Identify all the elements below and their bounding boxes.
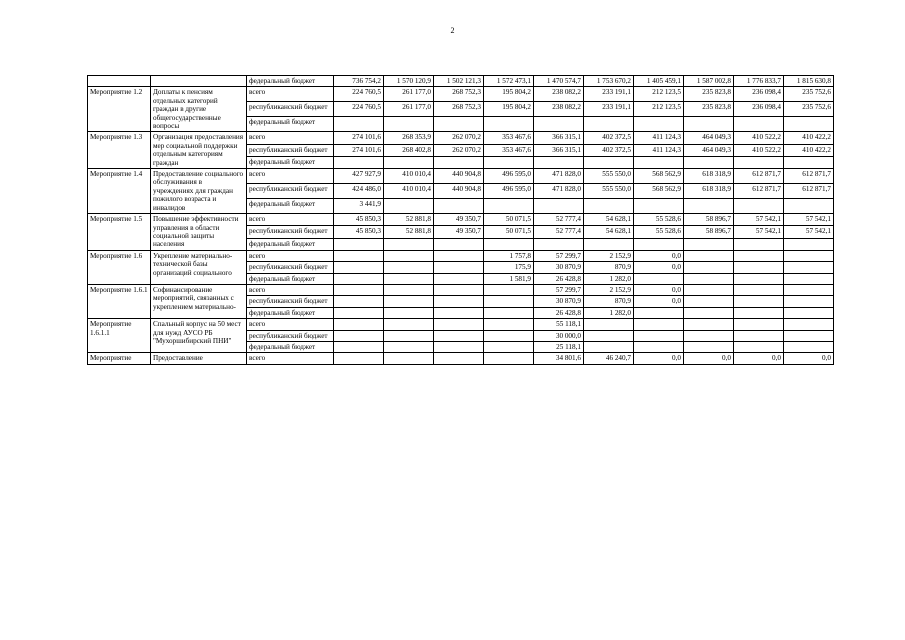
- value-cell: [784, 199, 834, 214]
- value-cell: [784, 238, 834, 250]
- value-cell: 0,0: [634, 262, 684, 273]
- value-cell: 57 542,1: [734, 226, 784, 238]
- value-cell: 1 753 670,2: [584, 76, 634, 87]
- table-row: [88, 169, 834, 184]
- value-cell: 568 562,9: [634, 169, 684, 184]
- value-cell: 268 752,3: [434, 87, 484, 102]
- value-cell: [484, 238, 534, 250]
- value-cell: [334, 296, 384, 307]
- funding-source: федеральный бюджет: [247, 341, 334, 352]
- value-cell: 235 823,8: [684, 87, 734, 102]
- value-cell: 353 467,6: [484, 132, 534, 144]
- value-cell: 52 777,4: [534, 214, 584, 226]
- measure-name: Софинансирование мероприятий, связанных с укреплением материально-: [151, 284, 247, 318]
- value-cell: 1 282,0: [584, 273, 634, 284]
- value-cell: 57 299,7: [534, 250, 584, 261]
- table-row: [88, 214, 834, 226]
- value-cell: [484, 307, 534, 318]
- value-cell: [434, 117, 484, 132]
- value-cell: [684, 273, 734, 284]
- value-cell: 26 428,8: [534, 273, 584, 284]
- value-cell: [684, 319, 734, 330]
- value-cell: [634, 117, 684, 132]
- funding-source: всего: [247, 132, 334, 144]
- funding-source: федеральный бюджет: [247, 307, 334, 318]
- value-cell: 411 124,3: [634, 132, 684, 144]
- value-cell: 471 828,0: [534, 169, 584, 184]
- value-cell: 57 542,1: [784, 214, 834, 226]
- value-cell: 618 318,9: [684, 169, 734, 184]
- value-cell: 30 870,9: [534, 296, 584, 307]
- value-cell: [784, 341, 834, 352]
- value-cell: [684, 262, 734, 273]
- funding-source: всего: [247, 169, 334, 184]
- value-cell: [734, 156, 784, 168]
- funding-source: федеральный бюджет: [247, 199, 334, 214]
- value-cell: 0,0: [634, 296, 684, 307]
- value-cell: 410 010,4: [384, 169, 434, 184]
- value-cell: 1 470 574,7: [534, 76, 584, 87]
- value-cell: [784, 156, 834, 168]
- value-cell: 1 776 833,7: [734, 76, 784, 87]
- value-cell: 268 402,8: [384, 144, 434, 156]
- funding-source: республиканский бюджет: [247, 330, 334, 341]
- value-cell: 440 904,8: [434, 184, 484, 199]
- value-cell: 268 353,9: [384, 132, 434, 144]
- value-cell: [584, 330, 634, 341]
- value-cell: [434, 319, 484, 330]
- measure-name: Предоставление социального обслуживания в учреждениях для граждан пожилого возраста и инвалидов: [151, 169, 247, 214]
- value-cell: [334, 330, 384, 341]
- value-cell: 1 757,8: [484, 250, 534, 261]
- value-cell: [484, 353, 534, 364]
- value-cell: [784, 330, 834, 341]
- value-cell: [684, 341, 734, 352]
- value-cell: [484, 319, 534, 330]
- value-cell: 1 502 121,3: [434, 76, 484, 87]
- value-cell: [484, 330, 534, 341]
- value-cell: 402 372,5: [584, 144, 634, 156]
- table-row: [88, 132, 834, 144]
- value-cell: [634, 307, 684, 318]
- funding-source: республиканский бюджет: [247, 184, 334, 199]
- value-cell: 411 124,3: [634, 144, 684, 156]
- value-cell: [684, 156, 734, 168]
- value-cell: [734, 250, 784, 261]
- value-cell: 555 550,0: [584, 184, 634, 199]
- value-cell: 870,9: [584, 262, 634, 273]
- value-cell: [584, 341, 634, 352]
- value-cell: 1 815 630,8: [784, 76, 834, 87]
- value-cell: 46 240,7: [584, 353, 634, 364]
- value-cell: [634, 238, 684, 250]
- measure-code: Мероприятие 1.2: [88, 87, 151, 132]
- value-cell: 0,0: [634, 353, 684, 364]
- value-cell: 736 754,2: [334, 76, 384, 87]
- value-cell: 34 801,6: [534, 353, 584, 364]
- value-cell: 612 871,7: [784, 169, 834, 184]
- value-cell: 55 528,6: [634, 214, 684, 226]
- value-cell: [434, 341, 484, 352]
- value-cell: [334, 273, 384, 284]
- measure-name: Спальный корпус на 50 мест для нужд АУСО РБ "Мухоршибирский ПНИ": [151, 319, 247, 353]
- value-cell: [784, 319, 834, 330]
- value-cell: 50 071,5: [484, 214, 534, 226]
- value-cell: [684, 307, 734, 318]
- value-cell: 261 177,0: [384, 87, 434, 102]
- page-number: 2: [450, 26, 455, 35]
- funding-source: всего: [247, 284, 334, 295]
- value-cell: 274 101,6: [334, 132, 384, 144]
- value-cell: 366 315,1: [534, 132, 584, 144]
- value-cell: [784, 117, 834, 132]
- value-cell: 464 049,3: [684, 132, 734, 144]
- funding-source: всего: [247, 250, 334, 261]
- value-cell: 2 152,9: [584, 250, 634, 261]
- value-cell: 57 542,1: [734, 214, 784, 226]
- value-cell: [434, 199, 484, 214]
- funding-source: всего: [247, 319, 334, 330]
- value-cell: [334, 156, 384, 168]
- measure-code: Мероприятие 1.6: [88, 250, 151, 284]
- value-cell: 410 422,2: [784, 144, 834, 156]
- value-cell: [384, 284, 434, 295]
- value-cell: [734, 319, 784, 330]
- value-cell: [334, 353, 384, 364]
- value-cell: 496 595,0: [484, 184, 534, 199]
- value-cell: 58 896,7: [684, 226, 734, 238]
- value-cell: [534, 156, 584, 168]
- value-cell: 0,0: [734, 353, 784, 364]
- value-cell: [384, 238, 434, 250]
- value-cell: [684, 250, 734, 261]
- value-cell: [534, 199, 584, 214]
- value-cell: [634, 341, 684, 352]
- value-cell: [334, 319, 384, 330]
- value-cell: 49 350,7: [434, 226, 484, 238]
- value-cell: [384, 199, 434, 214]
- value-cell: 233 191,1: [584, 102, 634, 117]
- value-cell: [334, 284, 384, 295]
- value-cell: 55 118,1: [534, 319, 584, 330]
- value-cell: [684, 199, 734, 214]
- value-cell: [684, 296, 734, 307]
- funding-source: федеральный бюджет: [247, 117, 334, 132]
- measure-name: Предоставление: [151, 353, 247, 364]
- value-cell: 1 282,0: [584, 307, 634, 318]
- value-cell: 45 850,3: [334, 226, 384, 238]
- measure-name: Укрепление материально-технической базы организаций социального: [151, 250, 247, 284]
- value-cell: [734, 199, 784, 214]
- value-cell: [634, 156, 684, 168]
- value-cell: [784, 273, 834, 284]
- value-cell: 612 871,7: [734, 169, 784, 184]
- value-cell: 612 871,7: [784, 184, 834, 199]
- value-cell: [434, 156, 484, 168]
- funding-source: всего: [247, 353, 334, 364]
- value-cell: 235 823,8: [684, 102, 734, 117]
- value-cell: [384, 307, 434, 318]
- value-cell: [384, 250, 434, 261]
- value-cell: [734, 238, 784, 250]
- table-row: [88, 284, 834, 295]
- value-cell: [434, 262, 484, 273]
- value-cell: [384, 319, 434, 330]
- value-cell: [734, 330, 784, 341]
- value-cell: 212 123,5: [634, 102, 684, 117]
- value-cell: [784, 250, 834, 261]
- value-cell: [334, 307, 384, 318]
- value-cell: 555 550,0: [584, 169, 634, 184]
- measure-code: Мероприятие: [88, 353, 151, 364]
- funding-source: всего: [247, 214, 334, 226]
- value-cell: 26 428,8: [534, 307, 584, 318]
- value-cell: 568 562,9: [634, 184, 684, 199]
- measure-code: Мероприятие 1.6.1.1: [88, 319, 151, 353]
- value-cell: [684, 238, 734, 250]
- value-cell: 262 070,2: [434, 132, 484, 144]
- value-cell: [734, 341, 784, 352]
- value-cell: [784, 284, 834, 295]
- value-cell: [484, 296, 534, 307]
- value-cell: 410 522,2: [734, 144, 784, 156]
- value-cell: 1 587 002,8: [684, 76, 734, 87]
- value-cell: 50 071,5: [484, 226, 534, 238]
- value-cell: [384, 353, 434, 364]
- value-cell: [734, 284, 784, 295]
- measure-name: Организация предоставления мер социальной поддержки отдельным категориям граждан: [151, 132, 247, 169]
- value-cell: [734, 117, 784, 132]
- value-cell: [484, 117, 534, 132]
- value-cell: 30 870,9: [534, 262, 584, 273]
- value-cell: 54 628,1: [584, 226, 634, 238]
- value-cell: 427 927,9: [334, 169, 384, 184]
- value-cell: 410 422,2: [784, 132, 834, 144]
- value-cell: [534, 238, 584, 250]
- value-cell: 236 098,4: [734, 87, 784, 102]
- value-cell: [334, 250, 384, 261]
- value-cell: 195 804,2: [484, 87, 534, 102]
- value-cell: [434, 330, 484, 341]
- value-cell: 1 581,9: [484, 273, 534, 284]
- value-cell: 52 881,8: [384, 226, 434, 238]
- value-cell: 58 896,7: [684, 214, 734, 226]
- value-cell: [434, 238, 484, 250]
- value-cell: [334, 262, 384, 273]
- value-cell: 870,9: [584, 296, 634, 307]
- value-cell: 236 098,4: [734, 102, 784, 117]
- value-cell: [584, 319, 634, 330]
- measure-name: Доплаты к пенсиям отдельных категорий граждан в другие общегосударственные вопросы: [151, 87, 247, 132]
- value-cell: [434, 250, 484, 261]
- value-cell: [534, 117, 584, 132]
- value-cell: [684, 330, 734, 341]
- value-cell: [634, 199, 684, 214]
- value-cell: 233 191,1: [584, 87, 634, 102]
- value-cell: 274 101,6: [334, 144, 384, 156]
- value-cell: 366 315,1: [534, 144, 584, 156]
- value-cell: 235 752,6: [784, 87, 834, 102]
- value-cell: [384, 296, 434, 307]
- value-cell: [734, 296, 784, 307]
- value-cell: [734, 262, 784, 273]
- value-cell: [484, 341, 534, 352]
- value-cell: 238 082,2: [534, 102, 584, 117]
- funding-source: республиканский бюджет: [247, 296, 334, 307]
- value-cell: 268 752,3: [434, 102, 484, 117]
- funding-source: республиканский бюджет: [247, 144, 334, 156]
- value-cell: 496 595,0: [484, 169, 534, 184]
- value-cell: [734, 307, 784, 318]
- funding-source: федеральный бюджет: [247, 76, 334, 87]
- value-cell: 410 522,2: [734, 132, 784, 144]
- value-cell: 402 372,5: [584, 132, 634, 144]
- value-cell: 224 760,5: [334, 102, 384, 117]
- value-cell: 353 467,6: [484, 144, 534, 156]
- value-cell: 57 542,1: [784, 226, 834, 238]
- value-cell: [384, 341, 434, 352]
- value-cell: 49 350,7: [434, 214, 484, 226]
- measure-code: Мероприятие 1.3: [88, 132, 151, 169]
- value-cell: 2 152,9: [584, 284, 634, 295]
- value-cell: [334, 341, 384, 352]
- value-cell: 0,0: [634, 250, 684, 261]
- value-cell: [484, 284, 534, 295]
- value-cell: 195 804,2: [484, 102, 534, 117]
- value-cell: [684, 117, 734, 132]
- measure-name: [151, 76, 247, 87]
- funding-source: республиканский бюджет: [247, 226, 334, 238]
- value-cell: [334, 238, 384, 250]
- value-cell: 52 777,4: [534, 226, 584, 238]
- value-cell: 30 000,0: [534, 330, 584, 341]
- value-cell: 3 441,9: [334, 199, 384, 214]
- value-cell: [784, 262, 834, 273]
- value-cell: [584, 156, 634, 168]
- value-cell: [384, 156, 434, 168]
- value-cell: [684, 284, 734, 295]
- value-cell: [634, 319, 684, 330]
- value-cell: 52 881,8: [384, 214, 434, 226]
- value-cell: [734, 273, 784, 284]
- funding-source: республиканский бюджет: [247, 262, 334, 273]
- value-cell: [334, 117, 384, 132]
- funding-source: федеральный бюджет: [247, 238, 334, 250]
- budget-table-body: [88, 76, 834, 365]
- measure-code: Мероприятие 1.4: [88, 169, 151, 214]
- value-cell: 471 828,0: [534, 184, 584, 199]
- value-cell: [484, 199, 534, 214]
- value-cell: [434, 273, 484, 284]
- value-cell: [584, 238, 634, 250]
- value-cell: 1 572 473,1: [484, 76, 534, 87]
- value-cell: 55 528,6: [634, 226, 684, 238]
- value-cell: 0,0: [684, 353, 734, 364]
- value-cell: 1 405 459,1: [634, 76, 684, 87]
- table-row: [88, 76, 834, 87]
- value-cell: 25 118,1: [534, 341, 584, 352]
- value-cell: [434, 307, 484, 318]
- value-cell: 262 070,2: [434, 144, 484, 156]
- measure-code: Мероприятие 1.6.1: [88, 284, 151, 318]
- value-cell: [434, 284, 484, 295]
- funding-source: федеральный бюджет: [247, 156, 334, 168]
- table-row: [88, 319, 834, 330]
- value-cell: 54 628,1: [584, 214, 634, 226]
- value-cell: 261 177,0: [384, 102, 434, 117]
- value-cell: 224 760,5: [334, 87, 384, 102]
- measure-name: Повышение эффективности управления в области социальной защиты населения: [151, 214, 247, 251]
- value-cell: [784, 296, 834, 307]
- value-cell: [584, 199, 634, 214]
- value-cell: [384, 330, 434, 341]
- value-cell: 45 850,3: [334, 214, 384, 226]
- value-cell: [784, 307, 834, 318]
- value-cell: 464 049,3: [684, 144, 734, 156]
- value-cell: 612 871,7: [734, 184, 784, 199]
- funding-source: всего: [247, 87, 334, 102]
- value-cell: 0,0: [784, 353, 834, 364]
- value-cell: 1 570 120,9: [384, 76, 434, 87]
- budget-table: [87, 75, 834, 365]
- value-cell: 440 904,8: [434, 169, 484, 184]
- value-cell: 235 752,6: [784, 102, 834, 117]
- measure-code: [88, 76, 151, 87]
- value-cell: [434, 353, 484, 364]
- value-cell: 57 299,7: [534, 284, 584, 295]
- value-cell: 212 123,5: [634, 87, 684, 102]
- value-cell: 410 010,4: [384, 184, 434, 199]
- value-cell: [434, 296, 484, 307]
- value-cell: [634, 330, 684, 341]
- value-cell: [384, 117, 434, 132]
- value-cell: [634, 273, 684, 284]
- funding-source: федеральный бюджет: [247, 273, 334, 284]
- measure-code: Мероприятие 1.5: [88, 214, 151, 251]
- value-cell: [484, 156, 534, 168]
- table-row: [88, 353, 834, 364]
- value-cell: [384, 273, 434, 284]
- value-cell: 238 082,2: [534, 87, 584, 102]
- value-cell: [384, 262, 434, 273]
- table-row: [88, 87, 834, 102]
- value-cell: 424 486,0: [334, 184, 384, 199]
- value-cell: 0,0: [634, 284, 684, 295]
- table-row: [88, 250, 834, 261]
- funding-source: республиканский бюджет: [247, 102, 334, 117]
- value-cell: 175,9: [484, 262, 534, 273]
- value-cell: [584, 117, 634, 132]
- value-cell: 618 318,9: [684, 184, 734, 199]
